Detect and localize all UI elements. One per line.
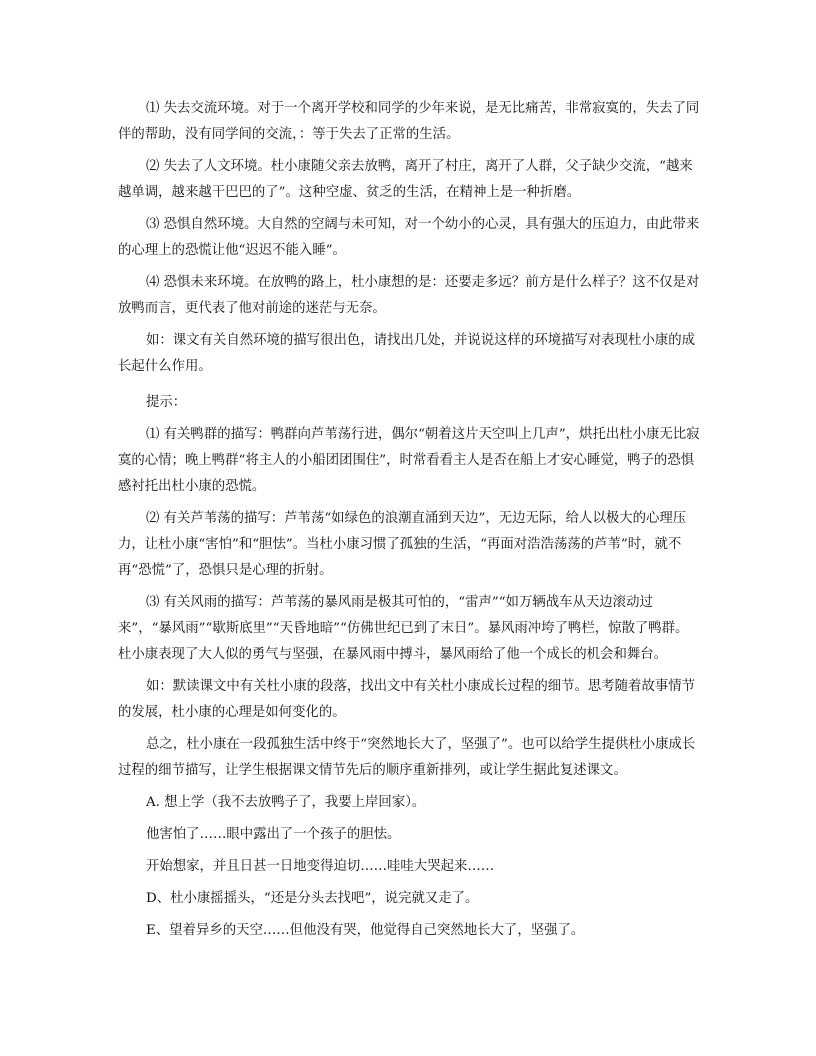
paragraph-summary: 总之，杜小康在一段孤独生活中终于“突然地长大了，坚强了”。也可以给学生提供杜小康成长过程的细节描写，让学生根据课文情节先后的顺序重新排列，或让学生据此复述课文。	[118, 737, 696, 778]
paragraph-humanistic-loss: ⑵ 失去了人文环境。杜小康随父亲去放鸭，离开了村庄，离开了人群，父子缺少交流，“越来越单调，越来越干巴巴的了”。这种空虚、贫乏的生活，在精神上是一种折磨。	[118, 159, 693, 200]
paragraph-nature-fear: ⑶ 恐惧自然环境。大自然的空阔与未可知，对一个幼小的心灵，具有强大的压迫力，由此带来的心理上的恐慌让他“迟迟不能入睡”。	[118, 217, 700, 258]
choice-e: E、望着异乡的天空……但他没有哭，他觉得自己突然地长大了，坚强了。	[146, 923, 585, 938]
paragraph-future-fear: ⑷ 恐惧未来环境。在放鸭的路上，杜小康想的是：还要走多远？前方是什么样子？这不仅是对放鸭而言，更代表了他对前途的迷茫与无奈。	[118, 275, 700, 316]
choice-a: A. 想上学（我不去放鸭子了，我要上岸回家）。	[146, 795, 426, 810]
paragraph-reed-description: ⑵ 有关芦苇荡的描写：芦苇荡“如绿色的浪潮直涌到天边”，无边无际，给人以极大的心理压力，让杜小康“害怕”和“胆怯”。当杜小康习惯了孤独的生活，“再面对浩浩荡荡的芦苇”时，就不再“恐慌”了，恐惧只是心理的折射。	[118, 511, 687, 578]
paragraph-task-environment: 如：课文有关自然环境的描写很出色，请找出几处，并说说这样的环境描写对表现杜小康的成长起什么作用。	[118, 333, 696, 374]
document-body	[118, 96, 700, 944]
choice-d: D、杜小康摇摇头，“还是分头去找吧”，说完就又走了。	[146, 891, 479, 906]
choice-b: 他害怕了……眼中露出了一个孩子的胆怯。	[146, 827, 401, 842]
paragraph-communication-loss: ⑴ 失去交流环境。对于一个离开学校和同学的少年来说，是无比痛苦，非常寂寞的，失去了同伴的帮助，没有同学间的交流，：等于失去了正常的生活。	[118, 101, 700, 142]
paragraph-hint-label: 提示：	[146, 395, 187, 410]
choice-c: 开始想家，并且日甚一日地变得迫切……哇哇大哭起来……	[146, 859, 495, 874]
paragraph-task-growth: 如：默读课文中有关杜小康的段落，找出文中有关杜小康成长过程的细节。思考随着故事情节的发展，杜小康的心理是如何变化的。	[118, 679, 696, 720]
paragraph-storm-description: ⑶ 有关风雨的描写：芦苇荡的暴风雨是极其可怕的，“雷声”“如万辆战车从天边滚动过来”，“暴风雨”“歇斯底里”“天昏地暗”“仿佛世纪已到了末日”。暴风雨冲垮了鸭栏，惊散了鸭群。杜小康表现了大人似的勇气与坚强，在暴风雨中搏斗，暴风雨给了他一个成长的机会和舞台。	[118, 595, 689, 662]
paragraph-duck-description: ⑴ 有关鸭群的描写：鸭群向芦苇荡行进，偶尔“朝着这片天空叫上几声”，烘托出杜小康无比寂寞的心情；晚上鸭群“将主人的小船团团围住”，时常看看主人是否在船上才安心睡觉，鸭子的恐惧感衬托出杜小康的恐慌。	[118, 427, 700, 494]
